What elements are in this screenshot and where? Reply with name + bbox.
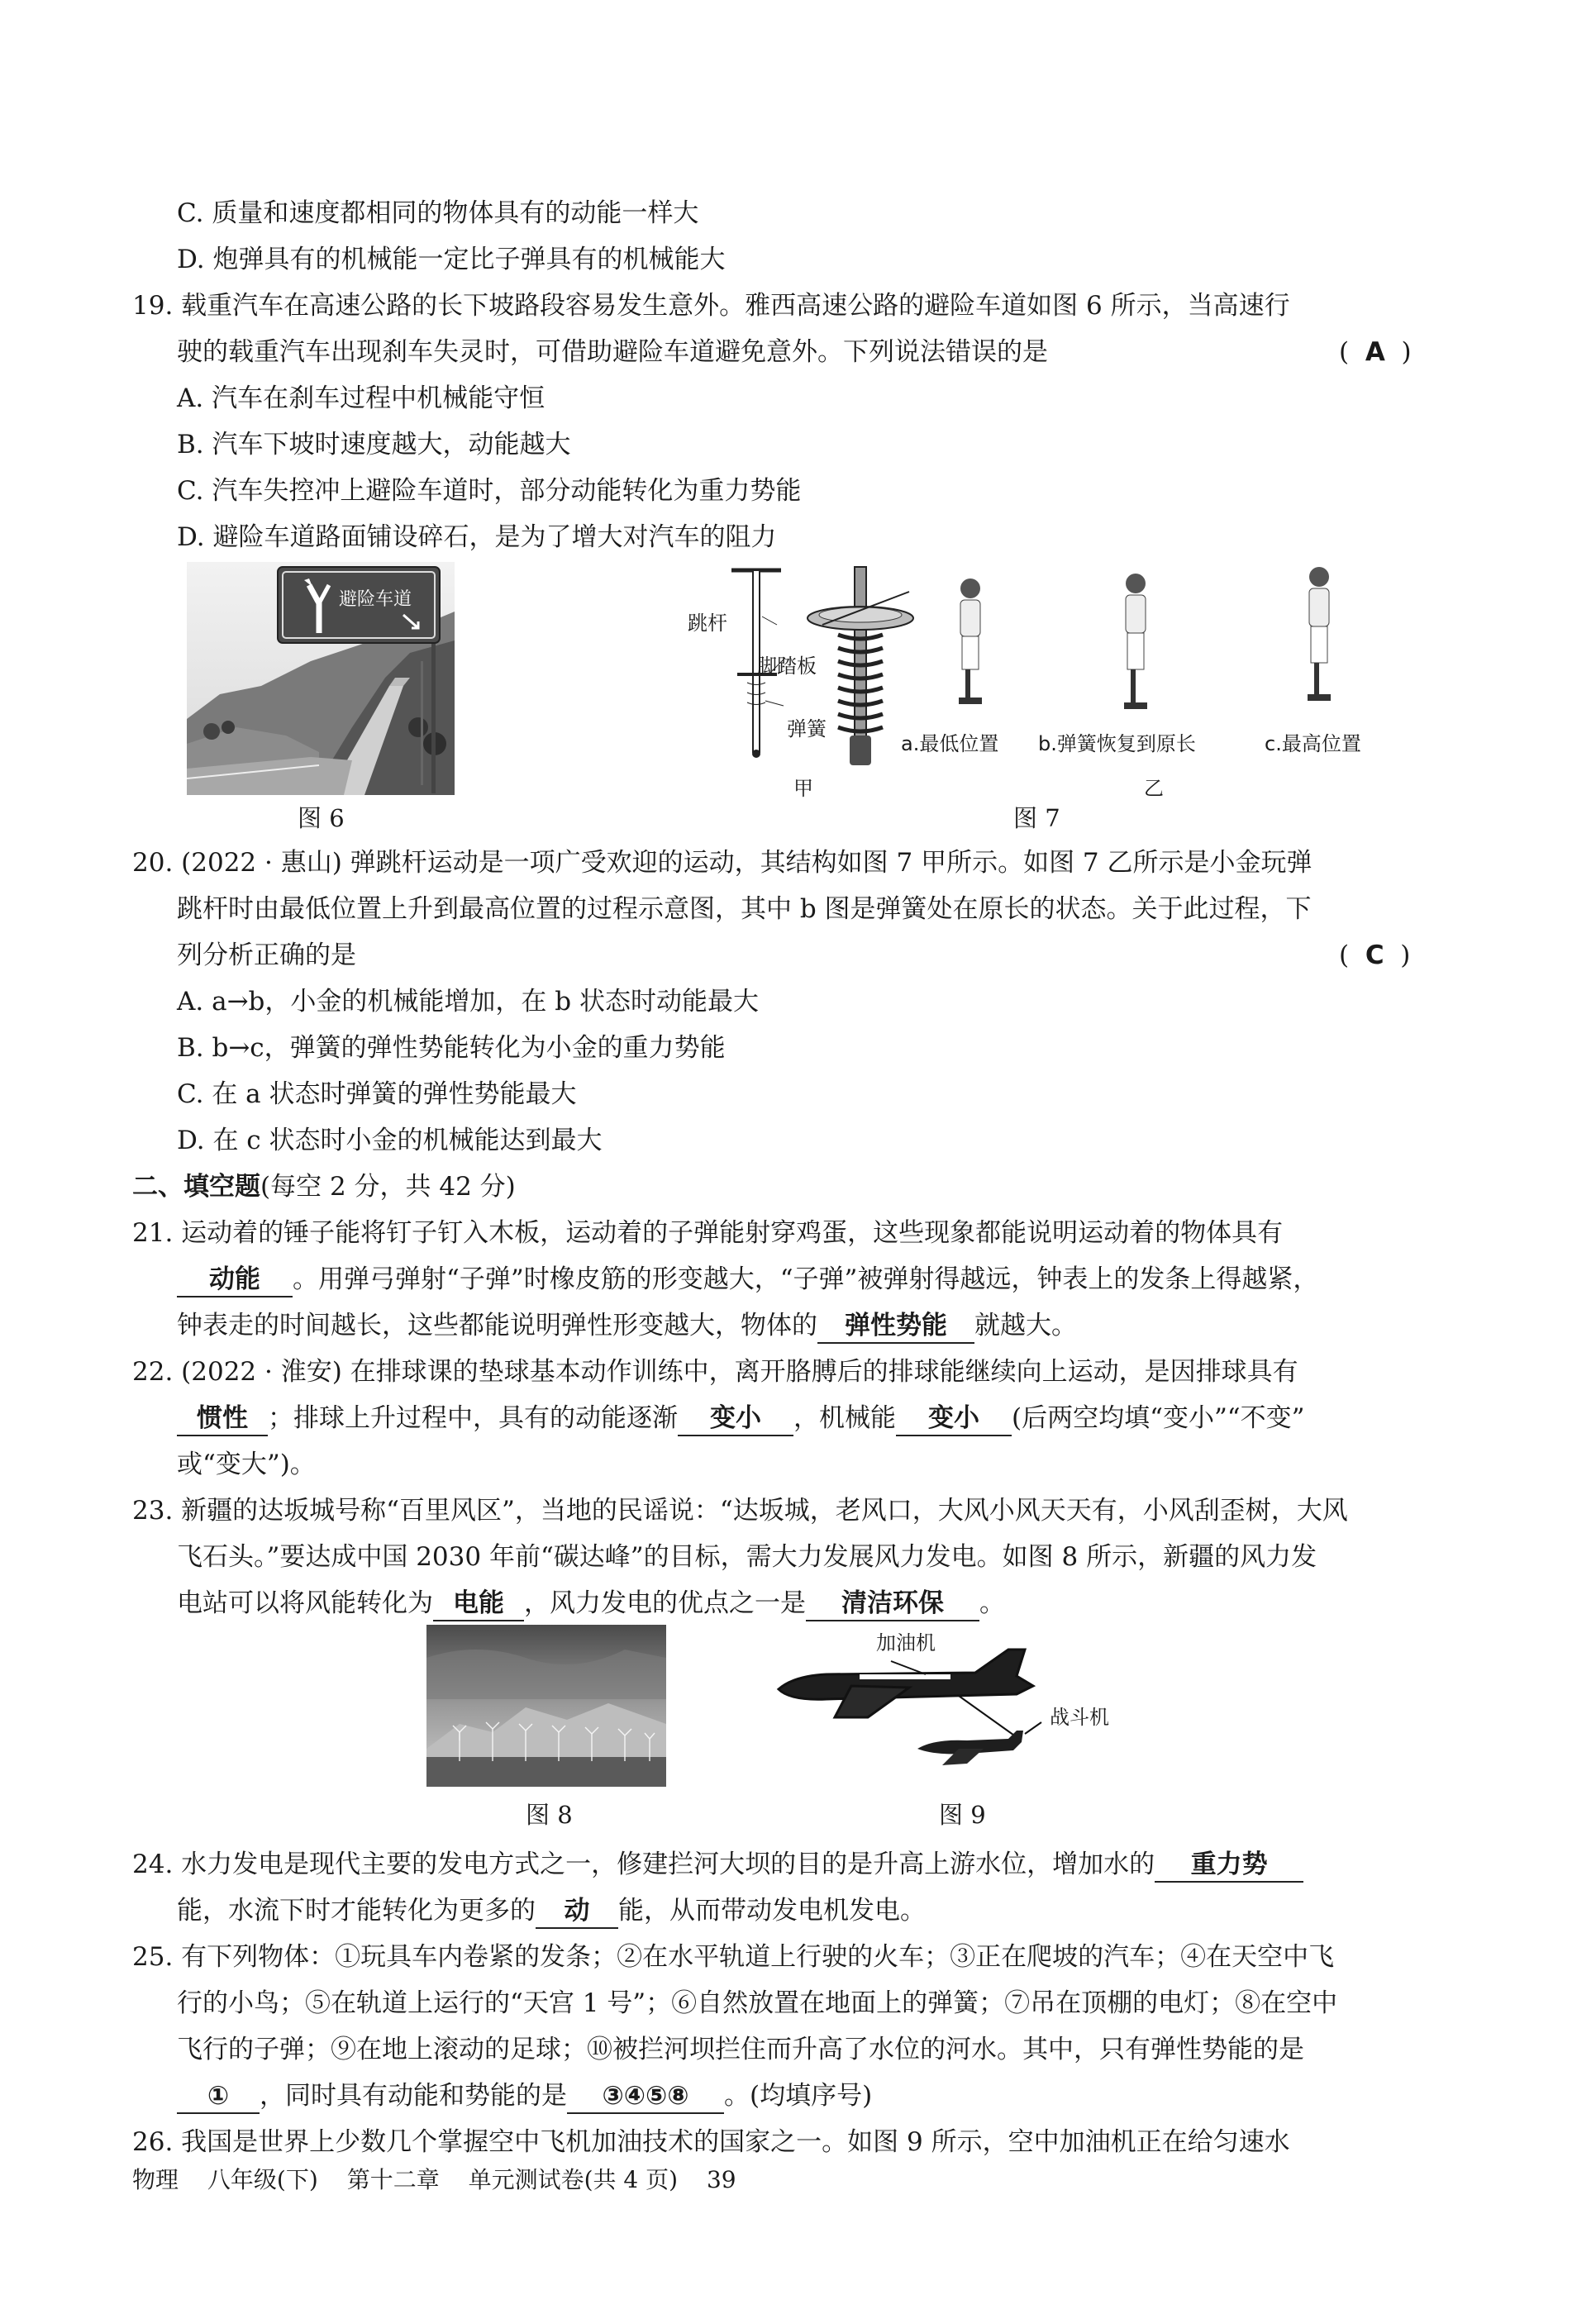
q20-stem-line3: 列分析正确的是 (177, 940, 356, 970)
footer-page-number: 39 (706, 2166, 736, 2193)
q20-option-b: B. b→c，弹簧的弹性势能转化为小金的重力势能 (177, 1033, 726, 1063)
q21-line3-end: 就越大。 (974, 1311, 1077, 1340)
q18-option-c: C. 质量和速度都相同的物体具有的动能一样大 (177, 198, 699, 228)
q18-option-d: D. 炮弹具有的机械能一定比子弹具有的机械能大 (177, 245, 726, 274)
q25-stem-line4 (177, 2078, 872, 2114)
label-yi: 乙 (1144, 777, 1164, 800)
q24-blank-1[interactable]: 重力势 (1155, 1848, 1303, 1883)
q21-line2-text: 。用弹弓弹射“子弹”时橡皮筋的形变越大，“子弹”被弹射得越远，钟表上的发条上得越紧， (293, 1264, 1319, 1294)
q21-blank-2[interactable]: 弹性势能 (817, 1309, 974, 1344)
q20-option-a: A. a→b，小金的机械能增加，在 b 状态时动能最大 (177, 987, 759, 1017)
footer-test: 单元测试卷(共 4 页) (468, 2166, 679, 2193)
q24-stem-line2 (177, 1893, 926, 1929)
pogo-stick-diagram (661, 559, 1405, 798)
q23-stem-line1: 23. 新疆的达坂城号称“百里风区”，当地的民谣说：“达坂城，老风口，大风小风天天有，小风刮歪树，大风 (132, 1496, 1348, 1526)
q22-blank-2[interactable]: 变小 (678, 1402, 793, 1436)
q25-end: 。(均填序号) (724, 2081, 873, 2111)
q24-line2-b: 能，从而带动发电机发电。 (618, 1896, 926, 1926)
label-spring: 弹簧 (787, 717, 827, 740)
q19-option-c: C. 汽车失控冲上避险车道时，部分动能转化为重力势能 (177, 476, 802, 506)
figure-9-caption: 图 9 (939, 1801, 986, 1829)
q22-end: (后两空均填“变小”“不变” (1012, 1403, 1305, 1433)
figure-9 (769, 1625, 1157, 1787)
q21-line3-text: 钟表走的时间越长，这些都能说明弹性形变越大，物体的 (177, 1311, 817, 1340)
q23-end: 。 (979, 1588, 1005, 1618)
q21-stem-line2 (177, 1261, 1318, 1297)
q19-answer: A (1365, 337, 1385, 367)
figure-8 (426, 1625, 666, 1787)
section-2-title: 二、填空题 (132, 1172, 260, 1202)
footer-grade: 八年级(下) (207, 2166, 318, 2193)
q22-stem-line2 (177, 1400, 1305, 1436)
wind-farm-photo (426, 1625, 666, 1787)
q19-stem-line1: 19. 载重汽车在高速公路的长下坡路段容易发生意外。雅西高速公路的避险车道如图 6 所示，当高速行 (132, 291, 1290, 321)
label-jia: 甲 (793, 777, 813, 800)
q20-answer-bracket: ( C ) (1339, 940, 1411, 970)
figure-7 (661, 559, 1405, 798)
q24-line2-a: 能，水流下时才能转化为更多的 (177, 1896, 536, 1926)
q23-mid: ，风力发电的优点之一是 (524, 1588, 806, 1618)
figure-6 (187, 562, 455, 795)
page-footer (132, 2162, 758, 2195)
q25-blank-1[interactable]: ① (177, 2079, 260, 2114)
q19-answer-bracket: ( A ) (1339, 337, 1412, 367)
q24-blank-2[interactable]: 动 (536, 1894, 618, 1929)
q22-mid-1: ；排球上升过程中，具有的动能逐渐 (268, 1403, 678, 1433)
q21-stem-line1: 21. 运动着的锤子能将钉子钉入木板，运动着的子弹能射穿鸡蛋，这些现象都能说明运动着的物体具有 (132, 1218, 1284, 1248)
q23-line3-text: 电站可以将风能转化为 (177, 1588, 433, 1618)
footer-chapter: 第十二章 (346, 2166, 440, 2193)
section-2-note: (每空 2 分，共 42 分) (260, 1172, 516, 1202)
q22-stem-line1: 22. (2022 · 淮安) 在排球课的垫球基本动作训练中，离开胳膊后的排球能继续向上运动，是因排球具有 (132, 1357, 1298, 1387)
q25-mid: ，同时具有动能和势能的是 (260, 2081, 567, 2111)
q25-stem-line1: 25. 有下列物体：①玩具车内卷紧的发条；②在水平轨道上行驶的火车；③正在爬坡的汽车；④在天空中飞 (132, 1942, 1335, 1972)
q25-stem-line2: 行的小鸟；⑤在轨道上运行的“天宫 1 号”；⑥自然放置在地面上的弹簧；⑦吊在顶棚的电灯；⑧在空中 (177, 1988, 1338, 2018)
q22-blank-3[interactable]: 变小 (896, 1402, 1012, 1436)
q21-stem-line3 (177, 1307, 1077, 1344)
state-c-figure (1308, 567, 1331, 701)
fighter-aircraft (917, 1731, 1023, 1765)
escape-lane-sign-text: 避险车道 (339, 589, 412, 610)
q26-stem-line1: 26. 我国是世界上少数几个掌握空中飞机加油技术的国家之一。如图 9 所示，空中加油机正在给匀速水 (132, 2127, 1290, 2157)
q20-option-d: D. 在 c 状态时小金的机械能达到最大 (177, 1126, 603, 1155)
escape-lane-photo (187, 562, 455, 795)
state-a-figure (959, 578, 982, 704)
q22-mid-2: ，机械能 (793, 1403, 896, 1433)
label-state-a: a.最低位置 (901, 732, 999, 755)
q20-option-c: C. 在 a 状态时弹簧的弹性势能最大 (177, 1079, 577, 1109)
q19-option-b: B. 汽车下坡时速度越大，动能越大 (177, 430, 571, 459)
label-pedal: 脚踏板 (757, 655, 817, 678)
q21-blank-1[interactable]: 动能 (177, 1263, 293, 1297)
q25-blank-2[interactable]: ③④⑤⑧ (567, 2079, 724, 2114)
q24-stem-line1 (132, 1846, 1303, 1883)
q23-stem-line2: 飞石头。”要达成中国 2030 年前“碳达峰”的目标，需大力发展风力发电。如图 8 所示，新疆的风力发 (177, 1542, 1317, 1572)
figure-6-caption: 图 6 (298, 804, 345, 832)
q20-stem-line1: 20. (2022 · 惠山) 弹跳杆运动是一项广受欢迎的运动，其结构如图 7 甲所示。如图 7 乙所示是小金玩弹 (132, 848, 1313, 878)
section-2-heading (132, 1169, 516, 1205)
q25-stem-line3: 飞行的子弹；⑨在地上滚动的足球；⑩被拦河坝拦住而升高了水位的河水。其中，只有弹性势能的是 (177, 2035, 1304, 2064)
q24-line1-text: 24. 水力发电是现代主要的发电方式之一，修建拦河大坝的目的是升高上游水位，增加水的 (132, 1850, 1155, 1879)
state-b-figure (1124, 574, 1147, 709)
tanker-aircraft (779, 1650, 1033, 1717)
q23-blank-1[interactable]: 电能 (433, 1587, 524, 1621)
q19-option-a: A. 汽车在刹车过程中机械能守恒 (177, 383, 545, 413)
label-fighter: 战斗机 (1050, 1706, 1109, 1729)
label-state-c: c.最高位置 (1265, 732, 1361, 755)
q20-stem-line2: 跳杆时由最低位置上升到最高位置的过程示意图，其中 b 图是弹簧处在原长的状态。关于此过程，下 (177, 894, 1312, 924)
q19-option-d: D. 避险车道路面铺设碎石，是为了增大对汽车的阻力 (177, 522, 777, 552)
label-tanker: 加油机 (876, 1631, 936, 1655)
q22-blank-1[interactable]: 惯性 (177, 1402, 268, 1436)
figure-7-caption: 图 7 (1013, 804, 1060, 832)
label-rod: 跳杆 (688, 612, 727, 635)
q23-stem-line3 (177, 1585, 1005, 1621)
q19-stem-line2: 驶的载重汽车出现刹车失灵时，可借助避险车道避免意外。下列说法错误的是 (177, 337, 1048, 367)
q20-answer: C (1365, 940, 1384, 970)
label-state-b: b.弹簧恢复到原长 (1038, 732, 1196, 755)
q22-stem-line3: 或“变大”)。 (177, 1450, 316, 1479)
footer-subject: 物理 (132, 2166, 179, 2193)
figure-8-caption: 图 8 (526, 1801, 573, 1829)
q23-blank-2[interactable]: 清洁环保 (806, 1587, 979, 1621)
